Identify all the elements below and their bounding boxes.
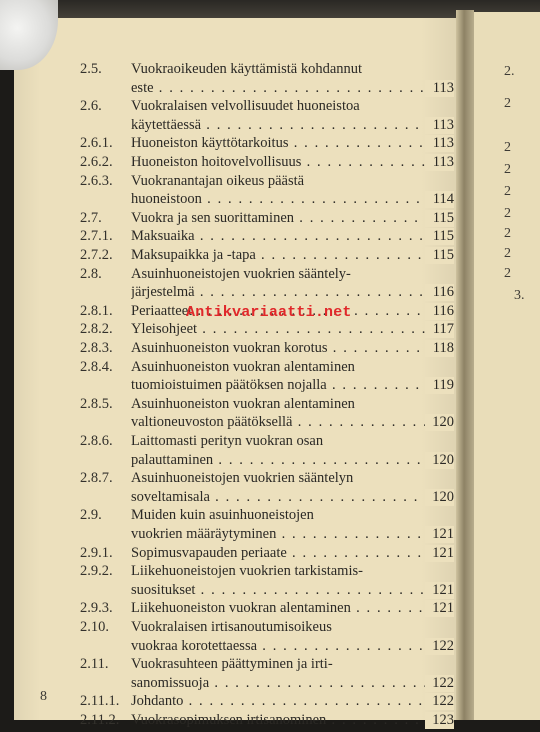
toc-entry-number: 2.11.1. bbox=[80, 693, 120, 710]
toc-entry-number: 2.7.1. bbox=[80, 228, 113, 245]
toc-entry-title: Muiden kuin asuinhuoneistojen bbox=[131, 507, 314, 524]
toc-entry-title: Vuokraoikeuden käyttämistä kohdannut bbox=[131, 61, 363, 77]
toc-entry-number: 2.9. bbox=[80, 507, 102, 524]
toc-entry-number: 2.9.2. bbox=[80, 563, 113, 580]
toc-entry-title: sanomissuoja . . . bbox=[131, 675, 425, 695]
toc-entry-page: 113 bbox=[425, 135, 454, 152]
toc-entry-title: Periaatteet . . . bbox=[131, 303, 425, 323]
facing-page-fragment: 3. bbox=[514, 288, 525, 303]
toc-entry-title: Sopimusvapauden periaate . . . bbox=[131, 545, 425, 565]
toc-entry-number: 2.9.3. bbox=[80, 600, 113, 617]
toc-entry-number: 2.5. bbox=[80, 61, 102, 77]
toc-entry-page: 121 bbox=[425, 582, 454, 599]
toc-entry-page: 121 bbox=[425, 600, 454, 617]
toc-entry-page: 117 bbox=[425, 321, 454, 338]
facing-page-fragment: 2 bbox=[504, 140, 511, 155]
toc-entry-page: 120 bbox=[425, 452, 454, 469]
toc-entry-page: 120 bbox=[425, 414, 454, 431]
toc-entry-number: 2.6. bbox=[80, 98, 102, 115]
toc-entry-page: 118 bbox=[425, 340, 454, 357]
toc-entry-number: 2.9.1. bbox=[80, 544, 113, 561]
toc-entry-title: soveltamisala . . . bbox=[131, 489, 425, 509]
toc-entry-title: Liikehuoneistojen vuokrien tarkistamis- bbox=[131, 563, 363, 580]
toc-entry-page: 121 bbox=[425, 545, 454, 562]
toc-entry-page: 114 bbox=[425, 191, 454, 208]
toc-entry-title: palauttaminen . . . bbox=[131, 452, 425, 472]
toc-entry-page: 119 bbox=[425, 377, 454, 394]
toc-entry-page: 115 bbox=[425, 228, 454, 245]
toc-entry-number: 2.8.3. bbox=[80, 340, 113, 356]
toc-entry-page: 121 bbox=[425, 526, 454, 543]
toc-entry-number: 2.10. bbox=[80, 619, 109, 635]
toc-entry-page: 116 bbox=[425, 303, 454, 320]
toc-entry-title: Vuokra ja sen suorittaminen . . . bbox=[131, 210, 425, 230]
toc-entry-title: vuokrien määräytyminen . . . bbox=[131, 526, 425, 546]
toc-entry-number: 2.6.3. bbox=[80, 172, 113, 189]
toc-entry-title: Huoneiston käyttötarkoitus . . . bbox=[131, 135, 425, 155]
toc-entry-number: 2.6.1. bbox=[80, 135, 113, 152]
toc-entry-title: Maksuaika . . . bbox=[131, 228, 425, 248]
toc-entry-page: 113 bbox=[425, 154, 454, 171]
toc-entry-number: 2.8.7. bbox=[80, 470, 113, 487]
facing-page-fragment: 2 bbox=[504, 206, 511, 221]
toc-entry-page: 113 bbox=[425, 80, 454, 97]
toc-entry-number: 2.11. bbox=[80, 656, 109, 673]
toc-entry-number: 2.6.2. bbox=[80, 154, 113, 170]
toc-entry-number: 2.8.5. bbox=[80, 395, 113, 412]
toc-entry-title: valtioneuvoston päätöksellä . . . bbox=[131, 414, 425, 434]
toc-entry-title: Vuokralaisen irtisanoutumisoikeus bbox=[131, 619, 332, 635]
toc-entry-title: Maksupaikka ja -tapa . . . bbox=[131, 247, 425, 267]
toc-entry-number: 2.7.2. bbox=[80, 247, 113, 263]
toc-entry-title: Asuinhuoneiston vuokran korotus . . . bbox=[131, 340, 425, 360]
facing-page-fragment: 2 bbox=[504, 162, 511, 177]
toc-entry-title: Vuokrasopimuksen irtisanominen . . . bbox=[131, 712, 425, 732]
facing-page-fragment: 2 bbox=[504, 266, 511, 281]
toc-entry-page: 116 bbox=[425, 284, 454, 301]
toc-entry-title: Liikehuoneiston vuokran alentaminen . . . bbox=[131, 600, 425, 620]
toc-entry-title: vuokraa korotettaessa . . . bbox=[131, 638, 425, 658]
toc-entry-page: 122 bbox=[425, 638, 454, 655]
toc-entry-title: Laittomasti perityn vuokran osan bbox=[131, 433, 324, 449]
toc-entry-page: 120 bbox=[425, 489, 454, 506]
toc-entry-title: Asuinhuoneistojen vuokrien sääntely- bbox=[131, 265, 351, 282]
watermark: Antikvariaatti.net bbox=[186, 304, 352, 321]
toc-entry-page: 115 bbox=[425, 210, 454, 227]
toc-entry-title: Vuokrasuhteen päättyminen ja irti- bbox=[131, 656, 333, 673]
toc-entry-title: Vuokranantajan oikeus päästä bbox=[131, 172, 305, 189]
facing-page-fragment: 2 bbox=[504, 96, 511, 111]
toc-entry-number: 2.8.1. bbox=[80, 302, 113, 319]
toc-entry-title: käytettäessä . . . bbox=[131, 117, 425, 137]
toc-entry-page: 122 bbox=[425, 693, 454, 710]
toc-entry-title: huoneistoon . . . bbox=[131, 191, 425, 211]
toc-entry-title: Yleisohjeet . . . bbox=[131, 321, 425, 341]
toc-entry-page: 115 bbox=[425, 247, 454, 264]
page-number: 8 bbox=[40, 689, 47, 704]
facing-page-fragment: 2 bbox=[504, 226, 511, 241]
toc-entry-number: 2.8.6. bbox=[80, 433, 113, 449]
toc-entry-page: 122 bbox=[425, 675, 454, 692]
toc-entry-title: tuomioistuimen päätöksen nojalla . . . bbox=[131, 377, 425, 397]
toc-entry-number: 2.8. bbox=[80, 265, 102, 282]
toc-entry-number: 2.7. bbox=[80, 209, 102, 226]
toc-entry-title: Johdanto . . . bbox=[131, 693, 425, 713]
toc-entry-title: suositukset . . . bbox=[131, 582, 425, 602]
toc-entry-number: 2.11.2. bbox=[80, 712, 120, 728]
toc-entry-title: Asuinhuoneiston vuokran alentaminen bbox=[131, 358, 355, 375]
toc-entry-number: 2.8.2. bbox=[80, 321, 113, 338]
toc-entry-title: este . . . bbox=[131, 80, 425, 100]
toc-entry-number: 2.8.4. bbox=[80, 358, 113, 375]
toc-entry-title: Asuinhuoneistojen vuokrien sääntelyn bbox=[131, 470, 354, 487]
facing-page-fragment: 2. bbox=[504, 64, 515, 79]
toc-entry-title: Huoneiston hoitovelvollisuus . . . bbox=[131, 154, 425, 174]
toc-entry-title: Vuokralaisen velvollisuudet huoneistoa bbox=[131, 98, 360, 115]
facing-page-fragment: 2 bbox=[504, 184, 511, 199]
toc-entry-title: Asuinhuoneiston vuokran alentaminen bbox=[131, 395, 355, 412]
toc-entry-page: 113 bbox=[425, 117, 454, 134]
facing-page-fragment: 2 bbox=[504, 246, 511, 261]
toc-entry-page: 123 bbox=[425, 712, 454, 729]
toc-entry-title: järjestelmä . . . bbox=[131, 284, 425, 304]
